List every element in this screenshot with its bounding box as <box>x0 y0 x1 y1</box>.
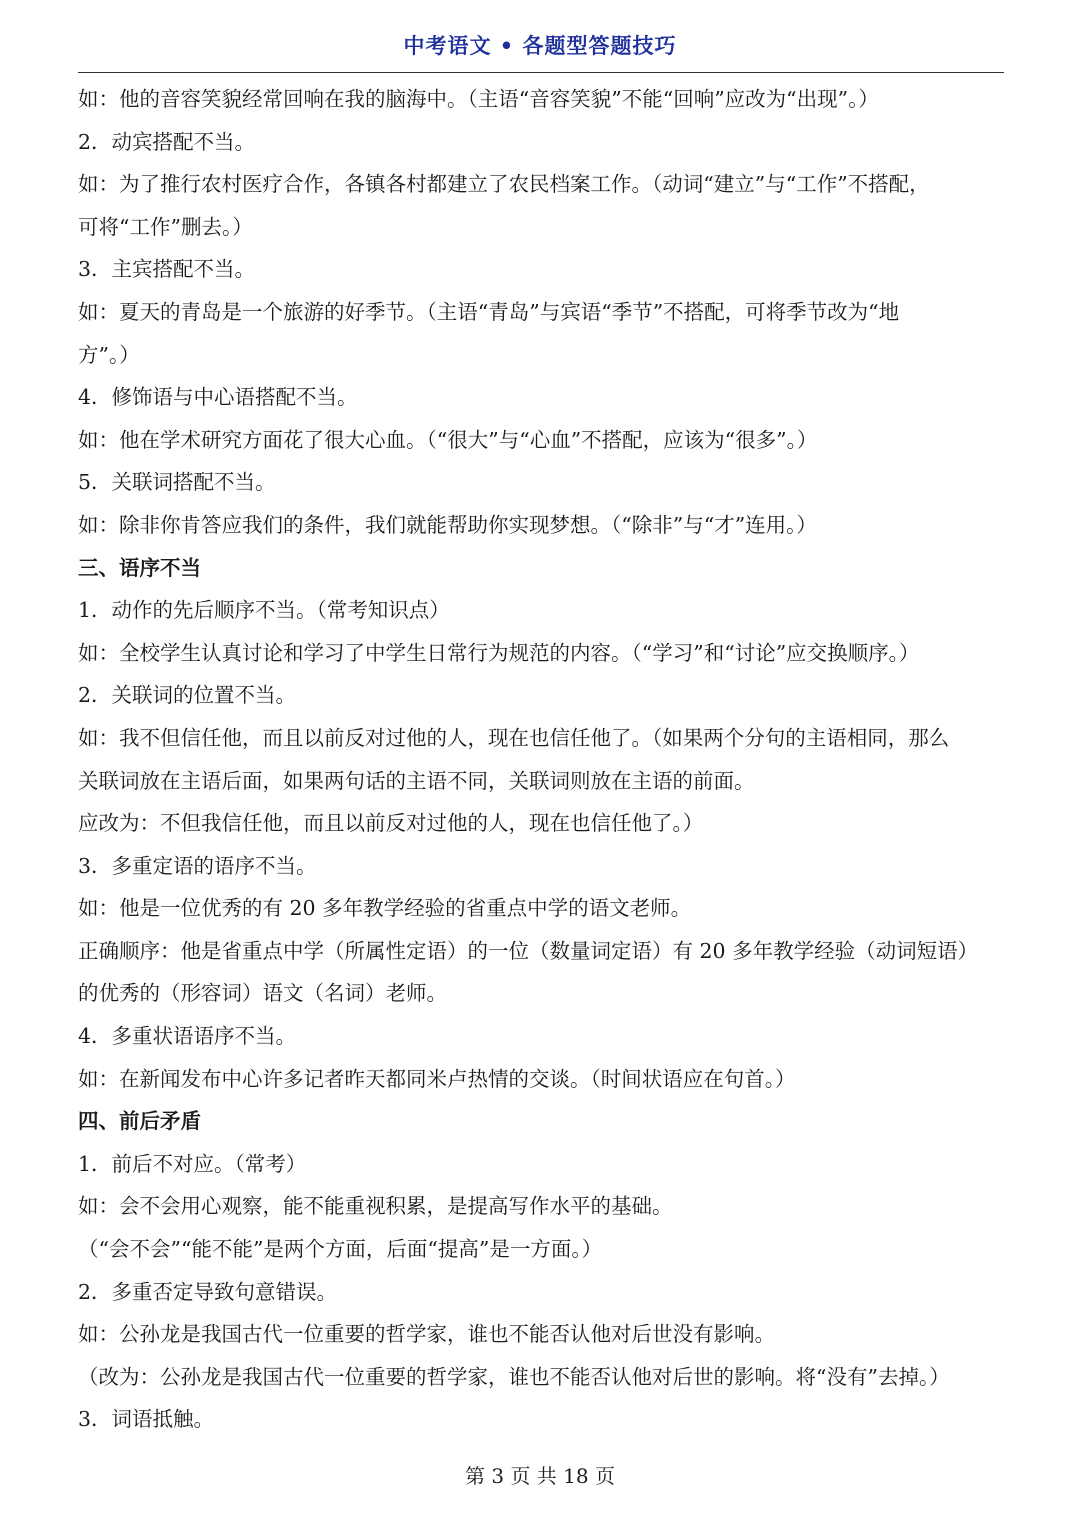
header-divider <box>78 72 1004 73</box>
text-line: 3．主宾搭配不当。 <box>78 257 256 282</box>
text-line: 可将“工作”删去。） <box>78 214 253 239</box>
text-line: 方”。） <box>78 342 140 367</box>
text-line: 3．词语抵触。 <box>78 1407 215 1432</box>
text-line: 关联词放在主语后面，如果两句话的主语不同，关联词则放在主语的前面。 <box>78 768 755 793</box>
text-line: （“会不会”“能不能”是两个方面，后面“提高”是一方面。） <box>78 1237 603 1262</box>
text-line: 2．动宾搭配不当。 <box>78 129 256 154</box>
text-line: 1．动作的先后顺序不当。（常考知识点） <box>78 598 450 623</box>
text-line: 如：他的音容笑貌经常回响在我的脑海中。（主语“音容笑貌”不能“回响”应改为“出现”。） <box>78 87 879 111</box>
text-line: 1．前后不对应。（常考） <box>78 1151 307 1176</box>
text-line: （改为：公孙龙是我国古代一位重要的哲学家，谁也不能否认他对后世的影响。将“没有”去掉。） <box>78 1364 950 1389</box>
text-line: 2．关联词的位置不当。 <box>78 683 297 708</box>
text-line: 应改为：不但我信任他，而且以前反对过他的人，现在也信任他了。） <box>78 811 704 836</box>
text-line: 的优秀的（形容词）语文（名词）老师。 <box>78 981 447 1006</box>
text-line: 2．多重否定导致句意错误。 <box>78 1279 338 1304</box>
text-line: 4．修饰语与中心语搭配不当。 <box>78 385 358 410</box>
document-body <box>78 78 1008 1441</box>
text-line: 如：除非你肯答应我们的条件，我们就能帮助你实现梦想。（“除非”与“才”连用。） <box>78 512 817 537</box>
text-line: 如：我不但信任他，而且以前反对过他的人，现在也信任他了。（如果两个分句的主语相同，那么 <box>78 725 950 750</box>
text-line: 如：全校学生认真讨论和学习了中学生日常行为规范的内容。（“学习”和“讨论”应交换顺序。） <box>78 640 920 665</box>
text-line: 如：他在学术研究方面花了很大心血。（“很大”与“心血”不搭配，应该为“很多”。） <box>78 427 818 452</box>
text-line: 4．多重状语语序不当。 <box>78 1024 297 1049</box>
section-heading: 三、语序不当 <box>78 555 201 580</box>
text-line: 如：会不会用心观察，能不能重视积累，是提高写作水平的基础。 <box>78 1194 673 1219</box>
text-line: 5．关联词搭配不当。 <box>78 470 276 495</box>
text-line: 如：公孙龙是我国古代一位重要的哲学家，谁也不能否认他对后世没有影响。 <box>78 1322 775 1347</box>
text-line: 3．多重定语的语序不当。 <box>78 853 317 878</box>
text-line: 如：夏天的青岛是一个旅游的好季节。（主语“青岛”与宾语“季节”不搭配，可将季节改为“地 <box>78 299 900 324</box>
text-line: 正确顺序：他是省重点中学（所属性定语）的一位（数量词定语）有 20 多年教学经验（动词短语） <box>78 938 979 963</box>
page-number: 第 3 页 共 18 页 <box>465 1464 615 1488</box>
text-line: 如：为了推行农村医疗合作，各镇各村都建立了农民档案工作。（动词“建立”与“工作”不搭配， <box>78 172 930 197</box>
text-line: 如：他是一位优秀的有 20 多年教学经验的省重点中学的语文老师。 <box>78 896 692 921</box>
text-line: 如：在新闻发布中心许多记者昨天都同米卢热情的交谈。（时间状语应在句首。） <box>78 1066 796 1091</box>
section-heading: 四、前后矛盾 <box>78 1109 201 1134</box>
page-header-title: 中考语文 • 各题型答题技巧 <box>403 34 677 58</box>
